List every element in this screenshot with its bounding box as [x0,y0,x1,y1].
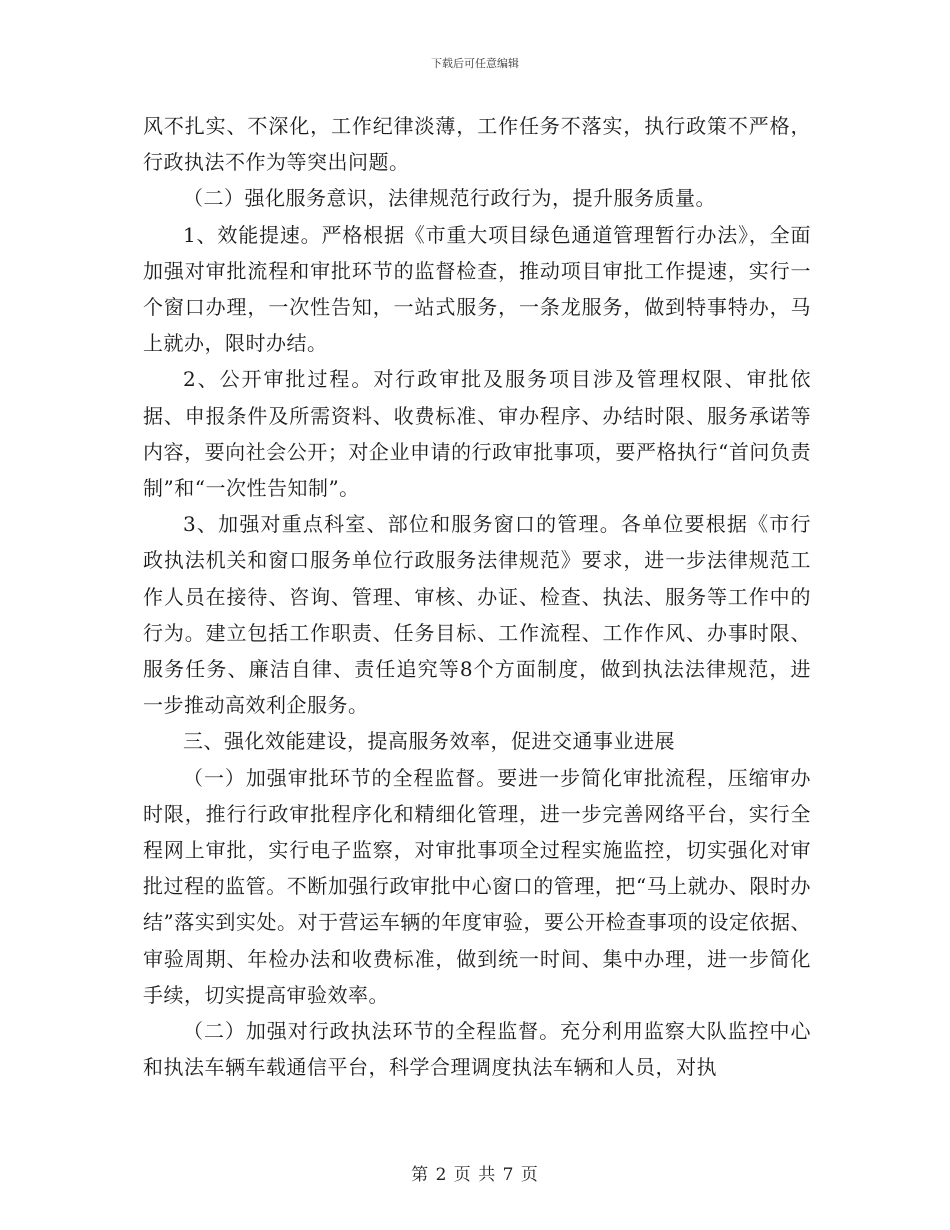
paragraph-subsection-1: （一）加强审批环节的全程监督。要进一步简化审批流程，压缩审办时限，推行行政审批程序化和精细化管理，进一步完善网络平台，实行全程网上审批，实行电子监察，对审批事项全过程实施监控，切实强化对审批过程的监管。不断加强行政审批中心窗口的管理，把“马上就办、限时办结”落实到实处。对于营运车辆的年度审验，要公开检查事项的设定依据、审验周期、年检办法和收费标准，做到统一时间、集中办理，进一步简化手续，切实提高审验效率。 [143,765,811,1007]
paragraph-chapter-heading-3: 三、强化效能建设，提高服务效率，促进交通事业进展 [183,729,675,754]
paragraph-item-1: 1、效能提速。严格根据《市重大项目绿色通道管理暂行办法》，全面加强对审批流程和审批环节的监督检查，推动项目审批工作提速，实行一个窗口办理，一次性告知，一站式服务，一条龙服务，做到特事特办，马上就办，限时办结。 [143,222,811,356]
paragraph-item-2: 2、公开审批过程。对行政审批及服务项目涉及管理权限、审批依据、申报条件及所需资料、收费标准、审办程序、办结时限、服务承诺等内容，要向社会公开；对企业申请的行政审批事项，要严格执行“首问负责制”和“一次性告知制”。 [143,367,811,501]
page-number: 第 2 页 共 7 页 [411,1165,539,1185]
paragraph-continuation: 风不扎实、不深化，工作纪律淡薄，工作任务不落实，执行政策不严格，行政执法不作为等突出问题。 [143,114,811,175]
paragraph-section-heading-2: （二）强化服务意识，法律规范行政行为，提升服务质量。 [183,186,716,211]
header-note: 下载后可任意编辑 [431,57,519,70]
document-body [143,108,811,1085]
paragraph-item-3: 3、加强对重点科室、部位和服务窗口的管理。各单位要根据《市行政执法机关和窗口服务单位行政服务法律规范》要求，进一步法律规范工作人员在接待、咨询、管理、审核、办证、检查、执法、服务等工作中的行为。建立包括工作职责、任务目标、工作流程、工作作风、办事时限、服务任务、廉洁自律、责任追究等8个方面制度，做到执法法律规范，进一步推动高效利企服务。 [143,512,811,718]
paragraph-subsection-2: （二）加强对行政执法环节的全程监督。充分利用监察大队监控中心和执法车辆车载通信平台，科学合理调度执法车辆和人员，对执 [143,1019,811,1080]
